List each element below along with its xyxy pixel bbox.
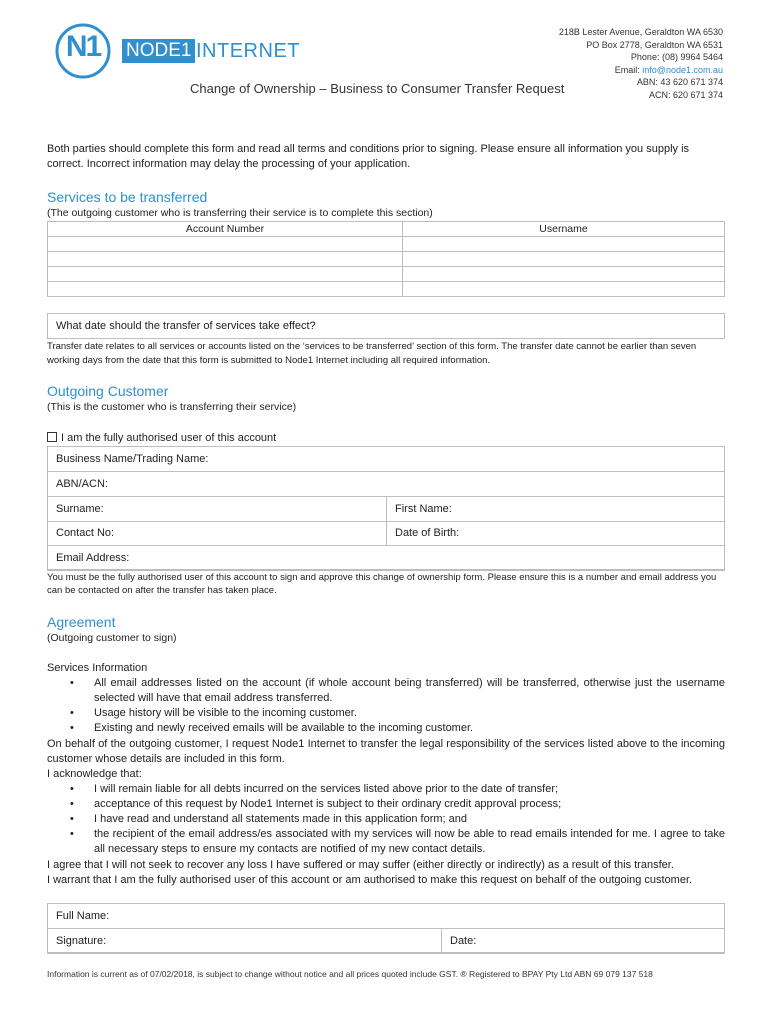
column-header: Account Number [48,222,403,237]
behalf-text: On behalf of the outgoing customer, I request Node1 Internet to transfer the legal responsibility of the services listed above to the incoming customer whose details are included in this form. [47,738,725,765]
logo [52,22,302,80]
services-note: (The outgoing customer who is transferring their service is to complete this section) [47,207,433,219]
logo-mark-text: N1 [65,30,101,63]
list-item: • the recipient of the email address/es associated with my services will now be able to read emails intended for me. I agree to take all necessary steps to ensure my contacts are notified of my new contact details. [70,827,725,857]
email-address-field[interactable] [47,545,725,571]
full-name-field[interactable] [47,903,725,929]
footer-text: Information is current as of 07/02/2018, is subject to change without notice and all prices quoted include GST. ® Registered to BPAY Pty Ltd ABN 69 079 137 518 [47,969,653,979]
email-link[interactable]: info@node1.com.au [642,64,723,75]
account-number-cell[interactable] [48,282,403,297]
list-item: • All email addresses listed on the account (if whole account being transferred) will be transferred, otherwise just the username selected will have that email address transferred. [70,676,725,706]
transfer-date-field[interactable] [47,313,725,339]
services-heading: Services to be transferred [47,189,208,205]
address-line-2: PO Box 2778, Geraldton WA 6531 [586,39,723,50]
surname-field[interactable] [47,496,387,522]
intro-text: Both parties should complete this form and read all terms and conditions prior to signing. Please ensure all information you supply is correct. Incorrect information may delay the processing of your application. [47,143,690,170]
signature-form [47,903,725,953]
username-cell[interactable] [403,252,725,267]
username-cell[interactable] [403,267,725,282]
dob-field[interactable] [386,521,725,546]
full-name-label: Full Name: [56,910,110,922]
list-item: • acceptance of this request by Node1 Internet is subject to their ordinary credit approval process; [70,797,725,812]
outgoing-footnote: You must be the fully authorised user of this account to sign and approve this change of ownership form. Please ensure this is a number and email address you can be contacted on after the transfer has taken place. [47,572,717,596]
page-title: Change of Ownership – Business to Consumer Transfer Request [190,81,565,96]
services-table [47,221,725,297]
business-name-label: Business Name/Trading Name: [56,453,209,465]
address-line-1: 218B Lester Avenue, Geraldton WA 6530 [558,27,723,37]
business-name-field[interactable] [47,446,725,472]
dob-label: Date of Birth: [395,527,460,539]
username-cell[interactable] [403,282,725,297]
list-item: • I have read and understand all statements made in this application form; and [70,812,725,827]
date-label: Date: [450,935,477,947]
abn-acn-field[interactable] [47,471,725,497]
services-info-label: Services Information [47,662,148,674]
abn-acn-label: ABN/ACN: [56,478,108,490]
account-number-cell[interactable] [48,252,403,267]
checkbox[interactable] [47,432,57,442]
outgoing-note: (This is the customer who is transferring their service) [47,401,297,413]
username-cell[interactable] [403,237,725,252]
info-bullets [70,676,725,736]
transfer-date-label: What date should the transfer of services take effect? [56,320,316,332]
signature-label: Signature: [56,935,107,947]
agreement-heading: Agreement [47,614,116,630]
acknowledge-label: I acknowledge that: [47,768,142,780]
list-item: • Usage history will be visible to the incoming customer. [70,706,725,721]
phone: Phone: (08) 9964 5464 [630,52,723,62]
warrant-text: I warrant that I am the fully authorised user of this account or am authorised to make this request on behalf of the outgoing customer. [47,874,693,886]
list-item: • I will remain liable for all debts incurred on the services listed above prior to the date of transfer; [70,782,725,797]
agreement-note: (Outgoing customer to sign) [47,632,177,644]
abn: ABN: 43 620 671 374 [636,77,723,87]
first-name-field[interactable] [386,496,725,522]
account-number-cell[interactable] [48,267,403,282]
email-label: Email: [614,64,640,75]
checkbox-label: I am the fully authorised user of this account [61,432,277,444]
authorised-checkbox-row[interactable] [47,432,276,444]
date-field[interactable] [441,928,725,954]
column-header: Username [403,222,725,237]
logo-box: NODE1 [122,39,195,63]
list-item: • Existing and newly received emails will be available to the incoming customer. [70,721,725,736]
signature-field[interactable] [47,928,442,954]
email-address-label: Email Address: [56,552,130,564]
transfer-date-note: Transfer date relates to all services or accounts listed on the ‘services to be transferred’ section of this form. The transfer date cannot be earlier than seven working days from the date that this form is submitted to Node1 Internet including all required information. [47,341,697,366]
company-details [559,26,723,101]
contact-no-field[interactable] [47,521,387,546]
surname-label: Surname: [56,503,104,515]
account-number-cell[interactable] [48,237,403,252]
recover-text: I agree that I will not seek to recover any loss I have suffered or may suffer (either directly or indirectly) as a result of this transfer. [47,859,674,871]
acn: ACN: 620 671 374 [648,89,723,100]
contact-no-label: Contact No: [56,527,115,539]
logo-text: INTERNET [196,40,300,62]
first-name-label: First Name: [395,503,452,515]
ack-bullets [70,782,725,857]
outgoing-heading: Outgoing Customer [47,383,169,399]
customer-details-form [47,446,725,570]
